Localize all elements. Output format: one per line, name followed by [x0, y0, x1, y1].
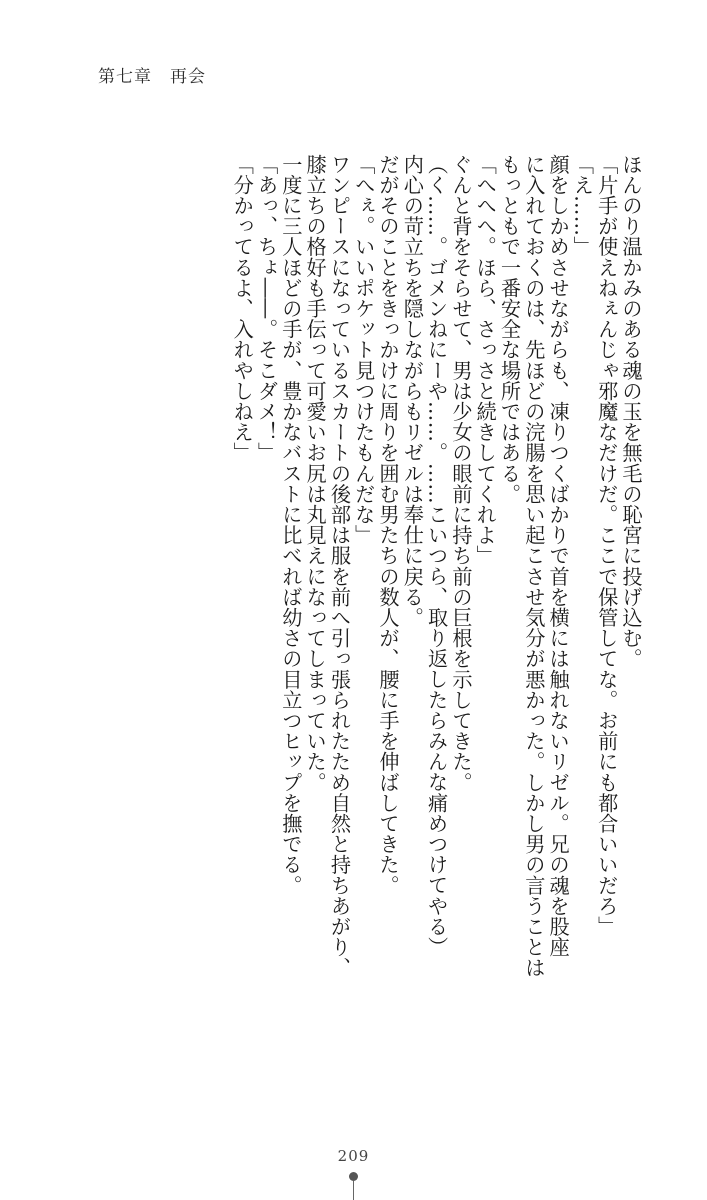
text-line: ぐんと背をそらせて、男は少女の眼前に持ち前の巨根を示してきた。: [448, 154, 473, 793]
text-line: 顔をしかめさせながらも、凍りつくばかりで首を横には触れないリゼル。兄の魂を股座: [546, 154, 571, 958]
text-line: 「あっ、ちょ――。そこダメ！」: [254, 154, 279, 463]
text-line: ほんのり温かみのある魂の玉を無毛の恥宮に投げ込む。: [619, 154, 643, 669]
text-line: 「へぇ。いいポケット見つけたもんだな」: [351, 154, 376, 546]
text-line: （く……。ゴメンねにーや……。……こいつら、取り返したらみんな痛めつけてやる）: [424, 154, 449, 958]
text-line: 「え……」: [570, 154, 595, 257]
text-line: ワンピースになっているスカートの後部は服を前へ引っ張られたため自然と持ちあがり、: [327, 154, 352, 978]
text-line: もっともで一番安全な場所ではある。: [497, 154, 522, 505]
chapter-header: 第七章 再会: [98, 67, 206, 87]
folio-ornament: [349, 1172, 358, 1200]
text-line: 内心の苛立ちを隠しながらもリゼルは奉仕に戻る。: [400, 154, 425, 628]
folio-dot: [349, 1172, 358, 1181]
text-line: 「へへへ。ほら、さっさと続きしてくれよ」: [473, 154, 498, 566]
text-line: に入れておくのは、先ほどの浣腸を思い起こさせ気分が悪かった。しかし男の言うことは: [521, 154, 546, 978]
text-line: 「分かってるよ、入れやしねえ」: [230, 154, 255, 463]
vertical-body-text: [23, 154, 643, 984]
text-line: 一度に三人ほどの手が、豊かなバストに比べれば幼さの目立つヒップを撫でる。: [278, 154, 303, 896]
text-line: だがそのことをきっかけに周りを囲む男たちの数人が、腰に手を伸ばしてきた。: [376, 154, 401, 896]
folio-stem: [353, 1181, 354, 1200]
page-number: 209: [337, 1147, 370, 1165]
text-line: 膝立ちの格好も手伝って可愛いお尻は丸見えになってしまっていた。: [303, 154, 328, 793]
text-line: 「片手が使えねぇんじゃ邪魔なだけだ。ここで保管してな。お前にも都合いいだろ」: [594, 154, 619, 937]
